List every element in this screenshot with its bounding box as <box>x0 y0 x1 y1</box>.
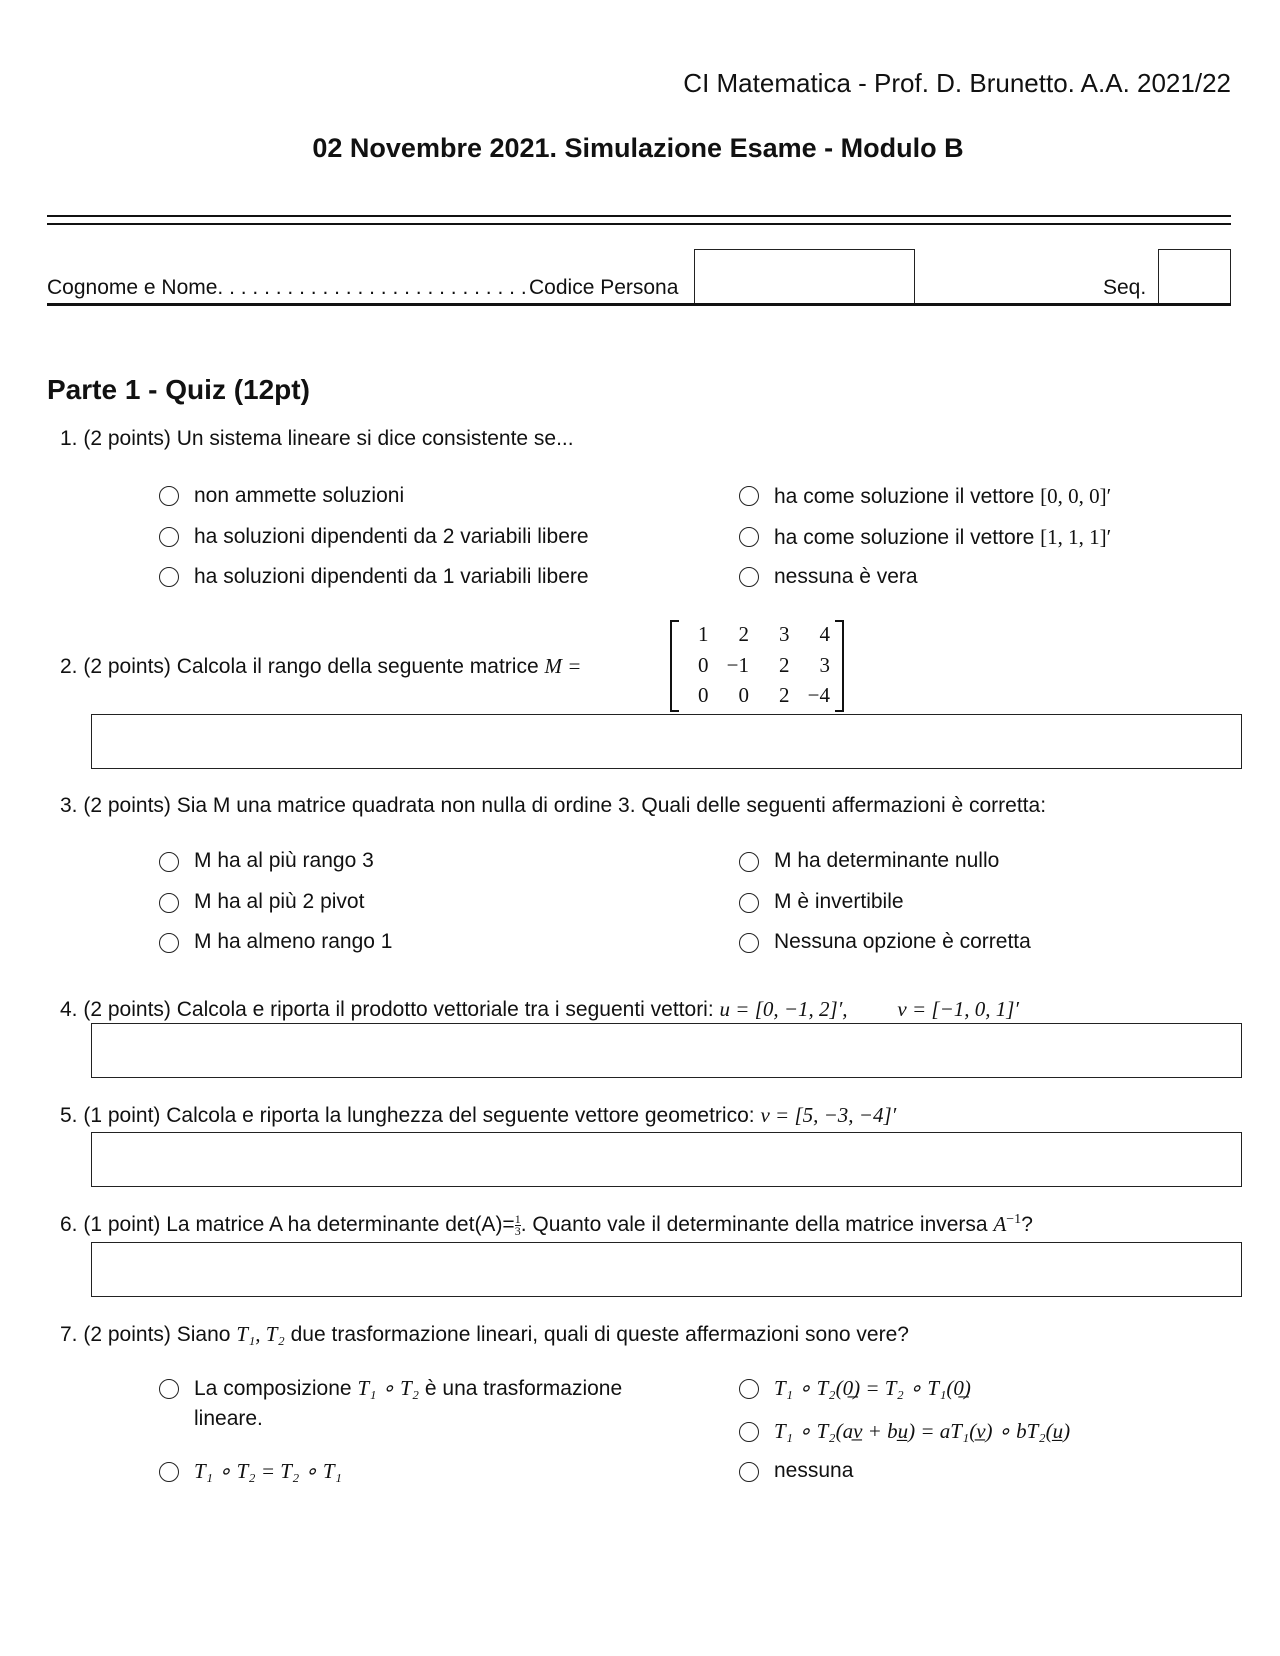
question-points: (2 points) <box>83 427 171 450</box>
option-label: M ha almeno rango 1 <box>194 930 393 953</box>
seq-label: Seq. <box>1103 276 1147 299</box>
option-label: M ha al più rango 3 <box>194 849 374 872</box>
radio-q7-b[interactable] <box>159 1462 179 1482</box>
option-label: nessuna è vera <box>774 565 918 588</box>
question-3 <box>60 794 1046 818</box>
code-input[interactable] <box>694 249 915 304</box>
question-text: Sia M una matrice quadrata non nulla di ordine 3. Quali delle seguenti affermazioni è corretta: <box>176 794 1047 817</box>
matrix-cell: 2 <box>738 622 749 646</box>
seq-input[interactable] <box>1158 249 1231 304</box>
question-6 <box>60 1212 1033 1237</box>
option-math: T₁ ∘ T₂ <box>357 1376 420 1400</box>
question-4 <box>60 997 1019 1022</box>
option-math: T₁ ∘ T₂(av̲ + bu̲) = aT₁(v̲) ∘ bT₂(u̲) <box>774 1419 1071 1443</box>
option-label: Nessuna opzione è corretta <box>774 930 1031 953</box>
course-header: CI Matematica - Prof. D. Brunetto. A.A. 2021/22 <box>683 68 1231 98</box>
fraction-numerator: 1 <box>514 1211 521 1226</box>
option-label: M ha determinante nullo <box>774 849 1000 872</box>
option-label-continued: lineare. <box>194 1407 263 1430</box>
option-label: nessuna <box>774 1459 854 1482</box>
question-7 <box>60 1322 909 1347</box>
radio-q3-b[interactable] <box>159 893 179 913</box>
option-text: ha come soluzione il vettore <box>774 526 1035 549</box>
inverse-matrix: A <box>993 1212 1007 1236</box>
matrix-cell: −1 <box>726 653 749 677</box>
answer-box-q5[interactable] <box>91 1132 1242 1187</box>
question-number: 6. <box>60 1213 78 1236</box>
question-points: (2 points) <box>83 794 171 817</box>
inverse-exponent: −1 <box>1006 1212 1022 1227</box>
question-2 <box>60 654 581 679</box>
student-rule <box>47 303 1231 306</box>
vector-v: v = [5, −3, −4]′ <box>760 1103 897 1127</box>
radio-q7-a[interactable] <box>159 1379 179 1399</box>
radio-q1-c[interactable] <box>159 567 179 587</box>
question-1 <box>60 427 574 451</box>
question-text: Un sistema lineare si dice consistente se... <box>176 427 574 450</box>
matrix-cell: 1 <box>698 622 709 646</box>
question-points: (1 point) <box>83 1104 161 1127</box>
matrix-cell: 2 <box>779 683 790 707</box>
header-rule-bottom <box>47 223 1231 225</box>
question-text: Calcola e riporta la lunghezza del seguente vettore geometrico: <box>166 1104 755 1127</box>
vector-v: v = [−1, 0, 1]′ <box>897 997 1020 1021</box>
radio-q3-f[interactable] <box>739 933 759 953</box>
matrix-cell: 4 <box>819 622 830 646</box>
matrix-cell: 0 <box>738 683 749 707</box>
option-label: non ammette soluzioni <box>194 484 405 507</box>
option-label: ha soluzioni dipendenti da 2 variabili libere <box>194 525 589 548</box>
radio-q1-a[interactable] <box>159 486 179 506</box>
radio-q3-e[interactable] <box>739 893 759 913</box>
question-math: T₁, T₂ <box>236 1322 285 1346</box>
matrix-label: M = <box>544 654 582 678</box>
matrix-cell: 3 <box>819 653 830 677</box>
matrix-cell: −4 <box>807 683 830 707</box>
question-mark: ? <box>1021 1213 1033 1236</box>
question-number: 4. <box>60 998 78 1021</box>
radio-q7-c[interactable] <box>739 1379 759 1399</box>
answer-box-q4[interactable] <box>91 1023 1242 1078</box>
option-label: ha soluzioni dipendenti da 1 variabili libere <box>194 565 589 588</box>
matrix-cell: 0 <box>698 653 709 677</box>
option-text: è una trasformazione <box>424 1377 623 1400</box>
radio-q3-d[interactable] <box>739 852 759 872</box>
question-text-2: . Quanto vale il determinante della matrice inversa <box>520 1213 988 1236</box>
option-label: M ha al più 2 pivot <box>194 890 365 913</box>
vector-u: u = [0, −1, 2]′, <box>719 997 848 1021</box>
fraction-denominator: 3 <box>514 1223 521 1238</box>
question-points: (1 point) <box>83 1213 161 1236</box>
matrix-cell: 3 <box>779 622 790 646</box>
question-number: 7. <box>60 1323 78 1346</box>
option-math: T₁ ∘ T₂ = T₂ ∘ T₁ <box>194 1459 342 1483</box>
question-text-2: due trasformazione lineari, quali di queste affermazioni sono vere? <box>290 1323 909 1346</box>
name-label: Cognome e Nome. . . . . . . . . . . . . . . . . . . . . . . . . . . <box>47 276 527 299</box>
radio-q7-e[interactable] <box>739 1462 759 1482</box>
question-points: (2 points) <box>83 655 171 678</box>
radio-q3-a[interactable] <box>159 852 179 872</box>
question-5 <box>60 1103 896 1128</box>
option-label <box>194 1373 622 1404</box>
radio-q7-d[interactable] <box>739 1422 759 1442</box>
option-math: T₁ ∘ T₂(0̲) = T₂ ∘ T₁(0̲) <box>774 1376 971 1400</box>
question-text: Calcola il rango della seguente matrice <box>176 655 539 678</box>
radio-q1-d[interactable] <box>739 486 759 506</box>
question-text: La matrice A ha determinante det(A)= <box>166 1213 515 1236</box>
radio-q1-b[interactable] <box>159 527 179 547</box>
option-text: La composizione <box>194 1377 352 1400</box>
question-number: 2. <box>60 655 78 678</box>
answer-box-q6[interactable] <box>91 1242 1242 1297</box>
matrix-cell: 2 <box>779 653 790 677</box>
question-points: (2 points) <box>83 998 171 1021</box>
option-math: [0, 0, 0]′ <box>1040 484 1112 508</box>
answer-box-q2[interactable] <box>91 714 1242 769</box>
option-math: [1, 1, 1]′ <box>1040 525 1112 549</box>
radio-q1-e[interactable] <box>739 527 759 547</box>
exam-title: 02 Novembre 2021. Simulazione Esame - Modulo B <box>312 133 964 163</box>
section-title: Parte 1 - Quiz (12pt) <box>47 374 310 405</box>
question-text: Calcola e riporta il prodotto vettoriale tra i seguenti vettori: <box>176 998 714 1021</box>
matrix-cell: 0 <box>698 683 709 707</box>
radio-q1-f[interactable] <box>739 567 759 587</box>
header-rule-top <box>47 215 1231 217</box>
matrix-m <box>670 620 844 712</box>
question-points: (2 points) <box>83 1323 171 1346</box>
option-text: ha come soluzione il vettore <box>774 485 1035 508</box>
option-label <box>774 522 1111 553</box>
question-number: 3. <box>60 794 78 817</box>
option-label <box>774 481 1111 512</box>
code-label: Codice Persona <box>529 276 679 299</box>
question-text: Siano <box>176 1323 231 1346</box>
question-number: 5. <box>60 1104 78 1127</box>
option-label: M è invertibile <box>774 890 904 913</box>
radio-q3-c[interactable] <box>159 933 179 953</box>
question-number: 1. <box>60 427 78 450</box>
